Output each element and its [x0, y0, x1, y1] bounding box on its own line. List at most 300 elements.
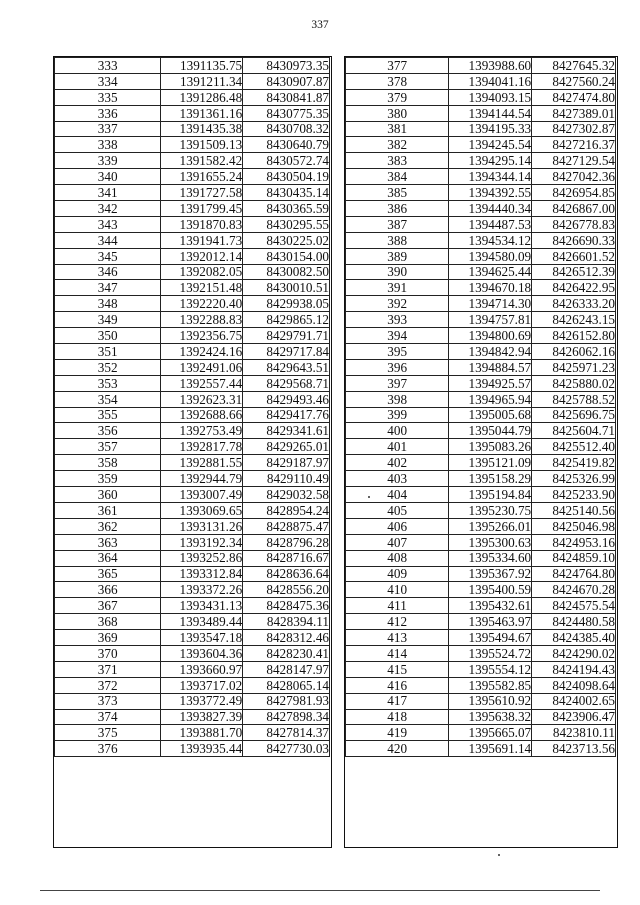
- point-number-cell: 395: [346, 344, 449, 360]
- point-number-cell: 366: [55, 582, 161, 598]
- point-number-cell: 415: [346, 661, 449, 677]
- table-row: [346, 614, 616, 630]
- x-coordinate-cell: 1393988.60: [449, 58, 532, 74]
- y-coordinate-cell: 8427898.34: [243, 709, 330, 725]
- y-coordinate-cell: 8426512.39: [532, 264, 616, 280]
- point-number-cell: 400: [346, 423, 449, 439]
- table-row: [346, 344, 616, 360]
- x-coordinate-cell: 1393547.18: [161, 630, 243, 646]
- y-coordinate-cell: 8426601.52: [532, 248, 616, 264]
- table-row: [346, 328, 616, 344]
- y-coordinate-cell: 8423906.47: [532, 709, 616, 725]
- point-number-cell: 377: [346, 58, 449, 74]
- x-coordinate-cell: 1395158.29: [449, 471, 532, 487]
- y-coordinate-cell: 8427389.01: [532, 105, 616, 121]
- y-coordinate-cell: 8425788.52: [532, 391, 616, 407]
- y-coordinate-cell: 8425696.75: [532, 407, 616, 423]
- x-coordinate-cell: 1393772.49: [161, 693, 243, 709]
- y-coordinate-cell: 8430775.35: [243, 105, 330, 121]
- x-coordinate-cell: 1391435.38: [161, 121, 243, 137]
- point-number-cell: 404: [346, 487, 449, 503]
- table-row: [346, 201, 616, 217]
- table-row: [346, 518, 616, 534]
- y-coordinate-cell: 8430010.51: [243, 280, 330, 296]
- y-coordinate-cell: 8430295.55: [243, 216, 330, 232]
- table-row: [55, 248, 330, 264]
- point-number-cell: 373: [55, 693, 161, 709]
- y-coordinate-cell: 8429110.49: [243, 471, 330, 487]
- table-row: [55, 741, 330, 757]
- y-coordinate-cell: 8423810.11: [532, 725, 616, 741]
- point-number-cell: 391: [346, 280, 449, 296]
- table-row: [55, 58, 330, 74]
- table-row: [55, 471, 330, 487]
- table-row: [55, 455, 330, 471]
- y-coordinate-cell: 8425419.82: [532, 455, 616, 471]
- x-coordinate-cell: 1392817.78: [161, 439, 243, 455]
- y-coordinate-cell: 8425604.71: [532, 423, 616, 439]
- y-coordinate-cell: 8423713.56: [532, 741, 616, 757]
- table-row: [55, 359, 330, 375]
- table-row: [346, 550, 616, 566]
- x-coordinate-cell: 1395194.84: [449, 487, 532, 503]
- y-coordinate-cell: 8428312.46: [243, 630, 330, 646]
- x-coordinate-cell: 1394757.81: [449, 312, 532, 328]
- x-coordinate-cell: 1394440.34: [449, 201, 532, 217]
- x-coordinate-cell: 1393252.86: [161, 550, 243, 566]
- y-coordinate-cell: 8429341.61: [243, 423, 330, 439]
- point-number-cell: 372: [55, 677, 161, 693]
- x-coordinate-cell: 1395432.61: [449, 598, 532, 614]
- point-number-cell: 355: [55, 407, 161, 423]
- table-row: [346, 645, 616, 661]
- table-row: [346, 407, 616, 423]
- y-coordinate-cell: 8426867.00: [532, 201, 616, 217]
- table-row: [55, 566, 330, 582]
- point-number-cell: 409: [346, 566, 449, 582]
- point-number-cell: 353: [55, 375, 161, 391]
- table-row: [55, 407, 330, 423]
- point-number-cell: 375: [55, 725, 161, 741]
- point-number-cell: 349: [55, 312, 161, 328]
- table-row: [346, 137, 616, 153]
- table-row: [346, 598, 616, 614]
- point-number-cell: 364: [55, 550, 161, 566]
- table-row: [55, 423, 330, 439]
- x-coordinate-cell: 1393431.13: [161, 598, 243, 614]
- y-coordinate-cell: 8427129.54: [532, 153, 616, 169]
- point-number-cell: 401: [346, 439, 449, 455]
- point-number-cell: 376: [55, 741, 161, 757]
- y-coordinate-cell: 8427560.24: [532, 73, 616, 89]
- table-row: [346, 709, 616, 725]
- x-coordinate-cell: 1392012.14: [161, 248, 243, 264]
- point-number-cell: 392: [346, 296, 449, 312]
- x-coordinate-cell: 1392356.75: [161, 328, 243, 344]
- table-row: [55, 137, 330, 153]
- table-row: [55, 693, 330, 709]
- y-coordinate-cell: 8424764.80: [532, 566, 616, 582]
- y-coordinate-cell: 8429187.97: [243, 455, 330, 471]
- y-coordinate-cell: 8428636.64: [243, 566, 330, 582]
- y-coordinate-cell: 8424480.58: [532, 614, 616, 630]
- table-row: [346, 487, 616, 503]
- scan-speck: [498, 854, 500, 856]
- table-row: [346, 566, 616, 582]
- y-coordinate-cell: 8425971.23: [532, 359, 616, 375]
- y-coordinate-cell: 8424670.28: [532, 582, 616, 598]
- table-row: [346, 58, 616, 74]
- point-number-cell: 359: [55, 471, 161, 487]
- point-number-cell: 396: [346, 359, 449, 375]
- point-number-cell: 374: [55, 709, 161, 725]
- point-number-cell: 388: [346, 232, 449, 248]
- point-number-cell: 356: [55, 423, 161, 439]
- table-row: [346, 725, 616, 741]
- x-coordinate-cell: 1391799.45: [161, 201, 243, 217]
- y-coordinate-cell: 8429265.01: [243, 439, 330, 455]
- x-coordinate-cell: 1395691.14: [449, 741, 532, 757]
- table-row: [55, 550, 330, 566]
- x-coordinate-cell: 1391361.16: [161, 105, 243, 121]
- x-coordinate-cell: 1395300.63: [449, 534, 532, 550]
- table-row: [346, 216, 616, 232]
- y-coordinate-cell: 8424953.16: [532, 534, 616, 550]
- table-row: [346, 423, 616, 439]
- table-row: [346, 248, 616, 264]
- table-row: [346, 232, 616, 248]
- point-number-cell: 417: [346, 693, 449, 709]
- x-coordinate-cell: 1393192.34: [161, 534, 243, 550]
- x-coordinate-cell: 1393660.97: [161, 661, 243, 677]
- point-number-cell: 363: [55, 534, 161, 550]
- table-row: [55, 328, 330, 344]
- point-number-cell: 384: [346, 169, 449, 185]
- x-coordinate-cell: 1395665.07: [449, 725, 532, 741]
- x-coordinate-cell: 1393881.70: [161, 725, 243, 741]
- table-row: [346, 630, 616, 646]
- y-coordinate-cell: 8429568.71: [243, 375, 330, 391]
- x-coordinate-cell: 1392424.16: [161, 344, 243, 360]
- table-row: [55, 677, 330, 693]
- x-coordinate-cell: 1391727.58: [161, 185, 243, 201]
- point-number-cell: 381: [346, 121, 449, 137]
- x-coordinate-cell: 1395334.60: [449, 550, 532, 566]
- point-number-cell: 368: [55, 614, 161, 630]
- x-coordinate-cell: 1392491.06: [161, 359, 243, 375]
- table-row: [346, 73, 616, 89]
- y-coordinate-cell: 8430504.19: [243, 169, 330, 185]
- y-coordinate-cell: 8429643.51: [243, 359, 330, 375]
- point-number-cell: 345: [55, 248, 161, 264]
- point-number-cell: 342: [55, 201, 161, 217]
- y-coordinate-cell: 8424290.02: [532, 645, 616, 661]
- point-number-cell: 420: [346, 741, 449, 757]
- y-coordinate-cell: 8425140.56: [532, 502, 616, 518]
- point-number-cell: 387: [346, 216, 449, 232]
- table-row: [346, 153, 616, 169]
- point-number-cell: 403: [346, 471, 449, 487]
- point-number-cell: 382: [346, 137, 449, 153]
- table-row: [55, 280, 330, 296]
- y-coordinate-cell: 8430640.79: [243, 137, 330, 153]
- point-number-cell: 346: [55, 264, 161, 280]
- x-coordinate-cell: 1393935.44: [161, 741, 243, 757]
- x-coordinate-cell: 1395083.26: [449, 439, 532, 455]
- point-number-cell: 383: [346, 153, 449, 169]
- x-coordinate-cell: 1395266.01: [449, 518, 532, 534]
- point-number-cell: 386: [346, 201, 449, 217]
- x-coordinate-cell: 1394144.54: [449, 105, 532, 121]
- y-coordinate-cell: 8427302.87: [532, 121, 616, 137]
- point-number-cell: 399: [346, 407, 449, 423]
- point-number-cell: 369: [55, 630, 161, 646]
- point-number-cell: 413: [346, 630, 449, 646]
- table-row: [346, 312, 616, 328]
- table-row: [55, 598, 330, 614]
- point-number-cell: 335: [55, 89, 161, 105]
- x-coordinate-cell: 1392151.48: [161, 280, 243, 296]
- x-coordinate-cell: 1394842.94: [449, 344, 532, 360]
- table-row: [55, 105, 330, 121]
- y-coordinate-cell: 8429717.84: [243, 344, 330, 360]
- point-number-cell: 333: [55, 58, 161, 74]
- point-number-cell: 336: [55, 105, 161, 121]
- y-coordinate-cell: 8430225.02: [243, 232, 330, 248]
- y-coordinate-cell: 8425326.99: [532, 471, 616, 487]
- table-row: [346, 375, 616, 391]
- point-number-cell: 412: [346, 614, 449, 630]
- table-row: [346, 471, 616, 487]
- point-number-cell: 357: [55, 439, 161, 455]
- point-number-cell: 340: [55, 169, 161, 185]
- coordinate-table-right: [345, 57, 616, 757]
- x-coordinate-cell: 1394625.44: [449, 264, 532, 280]
- y-coordinate-cell: 8430572.74: [243, 153, 330, 169]
- x-coordinate-cell: 1395494.67: [449, 630, 532, 646]
- x-coordinate-cell: 1392623.31: [161, 391, 243, 407]
- table-row: [55, 264, 330, 280]
- y-coordinate-cell: 8426333.20: [532, 296, 616, 312]
- y-coordinate-cell: 8424575.54: [532, 598, 616, 614]
- x-coordinate-cell: 1394800.69: [449, 328, 532, 344]
- y-coordinate-cell: 8427730.03: [243, 741, 330, 757]
- x-coordinate-cell: 1395638.32: [449, 709, 532, 725]
- x-coordinate-cell: 1391582.42: [161, 153, 243, 169]
- point-number-cell: 365: [55, 566, 161, 582]
- y-coordinate-cell: 8429417.76: [243, 407, 330, 423]
- x-coordinate-cell: 1393069.65: [161, 502, 243, 518]
- y-coordinate-cell: 8428147.97: [243, 661, 330, 677]
- table-row: [55, 534, 330, 550]
- x-coordinate-cell: 1394534.12: [449, 232, 532, 248]
- coordinate-table-left-body: [55, 58, 330, 757]
- y-coordinate-cell: 8426778.83: [532, 216, 616, 232]
- table-row: [55, 312, 330, 328]
- y-coordinate-cell: 8427042.36: [532, 169, 616, 185]
- table-row: [55, 518, 330, 534]
- table-row: [55, 216, 330, 232]
- x-coordinate-cell: 1393717.02: [161, 677, 243, 693]
- y-coordinate-cell: 8428875.47: [243, 518, 330, 534]
- table-row: [55, 344, 330, 360]
- y-coordinate-cell: 8426422.95: [532, 280, 616, 296]
- table-row: [346, 677, 616, 693]
- y-coordinate-cell: 8428065.14: [243, 677, 330, 693]
- x-coordinate-cell: 1394884.57: [449, 359, 532, 375]
- point-number-cell: 418: [346, 709, 449, 725]
- table-row: [346, 280, 616, 296]
- table-row: [55, 502, 330, 518]
- x-coordinate-cell: 1395463.97: [449, 614, 532, 630]
- point-number-cell: 361: [55, 502, 161, 518]
- y-coordinate-cell: 8427216.37: [532, 137, 616, 153]
- y-coordinate-cell: 8427814.37: [243, 725, 330, 741]
- x-coordinate-cell: 1395610.92: [449, 693, 532, 709]
- x-coordinate-cell: 1395400.59: [449, 582, 532, 598]
- point-number-cell: 416: [346, 677, 449, 693]
- y-coordinate-cell: 8430708.32: [243, 121, 330, 137]
- y-coordinate-cell: 8428475.36: [243, 598, 330, 614]
- table-row: [346, 534, 616, 550]
- point-number-cell: 397: [346, 375, 449, 391]
- y-coordinate-cell: 8425880.02: [532, 375, 616, 391]
- point-number-cell: 358: [55, 455, 161, 471]
- y-coordinate-cell: 8426152.80: [532, 328, 616, 344]
- table-row: [346, 264, 616, 280]
- x-coordinate-cell: 1391135.75: [161, 58, 243, 74]
- point-number-cell: 341: [55, 185, 161, 201]
- table-row: [55, 153, 330, 169]
- x-coordinate-cell: 1393827.39: [161, 709, 243, 725]
- table-row: [55, 614, 330, 630]
- y-coordinate-cell: 8424002.65: [532, 693, 616, 709]
- x-coordinate-cell: 1391870.83: [161, 216, 243, 232]
- table-row: [55, 725, 330, 741]
- y-coordinate-cell: 8430841.87: [243, 89, 330, 105]
- x-coordinate-cell: 1392082.05: [161, 264, 243, 280]
- x-coordinate-cell: 1393604.36: [161, 645, 243, 661]
- y-coordinate-cell: 8430154.00: [243, 248, 330, 264]
- point-number-cell: 344: [55, 232, 161, 248]
- x-coordinate-cell: 1391941.73: [161, 232, 243, 248]
- x-coordinate-cell: 1393131.26: [161, 518, 243, 534]
- table-row: [346, 502, 616, 518]
- y-coordinate-cell: 8425233.90: [532, 487, 616, 503]
- y-coordinate-cell: 8427645.32: [532, 58, 616, 74]
- point-number-cell: 370: [55, 645, 161, 661]
- table-row: [55, 296, 330, 312]
- page-bottom-edge: [40, 890, 600, 891]
- x-coordinate-cell: 1394925.57: [449, 375, 532, 391]
- y-coordinate-cell: 8428796.28: [243, 534, 330, 550]
- x-coordinate-cell: 1394714.30: [449, 296, 532, 312]
- point-number-cell: 408: [346, 550, 449, 566]
- table-row: [346, 693, 616, 709]
- point-number-cell: 411: [346, 598, 449, 614]
- point-number-cell: 380: [346, 105, 449, 121]
- y-coordinate-cell: 8429032.58: [243, 487, 330, 503]
- y-coordinate-cell: 8428954.24: [243, 502, 330, 518]
- x-coordinate-cell: 1395230.75: [449, 502, 532, 518]
- x-coordinate-cell: 1391211.34: [161, 73, 243, 89]
- point-number-cell: 419: [346, 725, 449, 741]
- y-coordinate-cell: 8428716.67: [243, 550, 330, 566]
- table-row: [55, 201, 330, 217]
- point-number-cell: 379: [346, 89, 449, 105]
- y-coordinate-cell: 8429493.46: [243, 391, 330, 407]
- point-number-cell: 402: [346, 455, 449, 471]
- x-coordinate-cell: 1393372.26: [161, 582, 243, 598]
- table-row: [55, 391, 330, 407]
- point-number-cell: 389: [346, 248, 449, 264]
- x-coordinate-cell: 1395121.09: [449, 455, 532, 471]
- x-coordinate-cell: 1392557.44: [161, 375, 243, 391]
- x-coordinate-cell: 1394041.16: [449, 73, 532, 89]
- point-number-cell: 343: [55, 216, 161, 232]
- y-coordinate-cell: 8428556.20: [243, 582, 330, 598]
- x-coordinate-cell: 1395367.92: [449, 566, 532, 582]
- point-number-cell: 347: [55, 280, 161, 296]
- x-coordinate-cell: 1394245.54: [449, 137, 532, 153]
- table-row: [346, 359, 616, 375]
- point-number-cell: 351: [55, 344, 161, 360]
- y-coordinate-cell: 8424859.10: [532, 550, 616, 566]
- scan-speck: [368, 496, 370, 498]
- point-number-cell: 350: [55, 328, 161, 344]
- y-coordinate-cell: 8426690.33: [532, 232, 616, 248]
- point-number-cell: 339: [55, 153, 161, 169]
- y-coordinate-cell: 8430082.50: [243, 264, 330, 280]
- point-number-cell: 334: [55, 73, 161, 89]
- x-coordinate-cell: 1391286.48: [161, 89, 243, 105]
- x-coordinate-cell: 1394295.14: [449, 153, 532, 169]
- table-row: [346, 661, 616, 677]
- y-coordinate-cell: 8430435.14: [243, 185, 330, 201]
- point-number-cell: 348: [55, 296, 161, 312]
- x-coordinate-cell: 1391655.24: [161, 169, 243, 185]
- x-coordinate-cell: 1394487.53: [449, 216, 532, 232]
- table-row: [346, 391, 616, 407]
- table-row: [346, 121, 616, 137]
- table-row: [55, 121, 330, 137]
- y-coordinate-cell: 8430973.35: [243, 58, 330, 74]
- x-coordinate-cell: 1394093.15: [449, 89, 532, 105]
- x-coordinate-cell: 1392288.83: [161, 312, 243, 328]
- x-coordinate-cell: 1393007.49: [161, 487, 243, 503]
- table-row: [55, 645, 330, 661]
- table-row: [55, 582, 330, 598]
- x-coordinate-cell: 1392220.40: [161, 296, 243, 312]
- point-number-cell: 405: [346, 502, 449, 518]
- point-number-cell: 338: [55, 137, 161, 153]
- point-number-cell: 354: [55, 391, 161, 407]
- point-number-cell: 385: [346, 185, 449, 201]
- y-coordinate-cell: 8424385.40: [532, 630, 616, 646]
- point-number-cell: 362: [55, 518, 161, 534]
- table-row: [55, 73, 330, 89]
- table-row: [55, 185, 330, 201]
- x-coordinate-cell: 1392881.55: [161, 455, 243, 471]
- point-number-cell: 337: [55, 121, 161, 137]
- y-coordinate-cell: 8424194.43: [532, 661, 616, 677]
- table-row: [346, 741, 616, 757]
- x-coordinate-cell: 1393312.84: [161, 566, 243, 582]
- y-coordinate-cell: 8429938.05: [243, 296, 330, 312]
- point-number-cell: 371: [55, 661, 161, 677]
- y-coordinate-cell: 8425512.40: [532, 439, 616, 455]
- x-coordinate-cell: 1395005.68: [449, 407, 532, 423]
